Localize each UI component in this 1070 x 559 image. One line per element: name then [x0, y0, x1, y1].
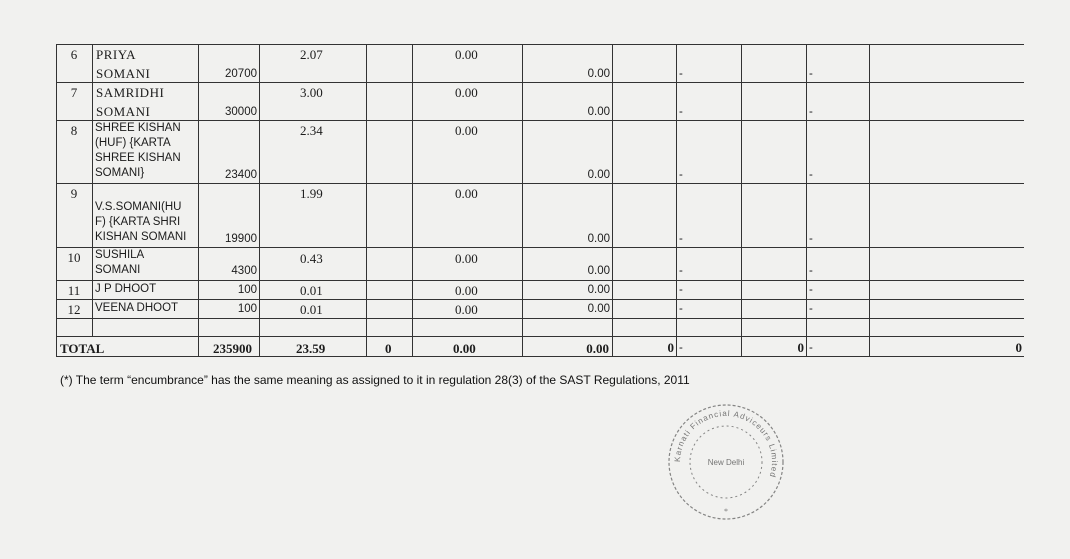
dash-cell: -: [679, 342, 683, 354]
serial-number: 9: [70, 186, 78, 201]
encumbered-percent: 0.00: [455, 251, 478, 266]
dash-cell: -: [809, 284, 813, 296]
value-cell: 0.00: [587, 233, 610, 245]
svg-text:Karnati Financial Adviceurs Li: Karnati Financial Adviceurs Limited: [672, 408, 780, 479]
column-divider: [869, 44, 870, 356]
encumbered-percent: 0.00: [455, 283, 478, 298]
company-seal-stamp: [664, 402, 788, 522]
shareholder-name: SOMANI: [96, 104, 151, 119]
dash-cell: -: [679, 106, 683, 118]
total-value: 0: [1015, 340, 1022, 355]
encumbered-percent: 0.00: [455, 302, 478, 317]
value-cell: 0.00: [587, 303, 610, 315]
shareholder-name: (HUF) {KARTA: [95, 137, 171, 149]
shareholder-name: PRIYA: [96, 47, 137, 62]
shareholder-name: VEENA DHOOT: [95, 302, 179, 314]
shareholding-percent: 1.99: [300, 186, 323, 201]
shares-count: 4300: [231, 265, 257, 277]
shareholder-name: SOMANI: [95, 264, 141, 276]
value-cell: 0.00: [587, 68, 610, 80]
shareholder-name: SHREE KISHAN: [95, 152, 181, 164]
encumbered-percent: 0.00: [455, 47, 478, 62]
shareholding-percent: 0.01: [300, 283, 323, 298]
row-divider: [56, 120, 1024, 121]
row-divider: [56, 247, 1024, 248]
row-divider: [56, 82, 1024, 83]
shareholding-percent: 3.00: [300, 85, 323, 100]
column-divider: [806, 44, 807, 356]
total-value: 0: [797, 340, 804, 355]
shares-count: 100: [237, 284, 257, 296]
dash-cell: -: [679, 265, 683, 277]
shareholder-name: SUSHILA: [95, 249, 145, 261]
dash-cell: -: [809, 233, 813, 245]
encumbered-percent: 0.00: [455, 123, 478, 138]
serial-number: 7: [70, 85, 78, 100]
total-value: 0: [667, 340, 674, 355]
column-divider: [412, 44, 413, 356]
dash-cell: -: [679, 68, 683, 80]
row-divider: [56, 336, 1024, 337]
serial-number: 12: [67, 302, 81, 317]
serial-number: 11: [67, 283, 81, 298]
total-value: 0: [385, 341, 392, 356]
shareholder-name: SHREE KISHAN: [95, 122, 181, 134]
shareholder-name: SAMRIDHI: [96, 85, 165, 100]
serial-number: 6: [70, 47, 78, 62]
shares-count: 100: [237, 303, 257, 315]
dash-cell: -: [809, 303, 813, 315]
value-cell: 0.00: [587, 284, 610, 296]
shareholding-percent: 2.07: [300, 47, 323, 62]
footnote: (*) The term “encumbrance” has the same meaning as assigned to it in regulation 28(3) of the SAST Regulations, 2011: [60, 373, 690, 387]
encumbered-percent: 0.00: [455, 85, 478, 100]
shareholder-name: F) {KARTA SHRI: [95, 216, 181, 228]
shares-count: 30000: [225, 106, 257, 118]
shareholder-name: SOMANI}: [95, 167, 145, 179]
serial-number: 8: [70, 123, 78, 138]
dash-cell: -: [679, 284, 683, 296]
shares-count: 19900: [225, 233, 257, 245]
shareholding-percent: 0.43: [300, 251, 323, 266]
dash-cell: -: [809, 68, 813, 80]
shareholding-percent: 0.01: [300, 302, 323, 317]
value-cell: 0.00: [587, 106, 610, 118]
value-cell: 0.00: [587, 169, 610, 181]
total-percent: 23.59: [296, 341, 326, 356]
total-encumbered-percent: 0.00: [453, 341, 476, 356]
shareholder-name: V.S.SOMANI(HU: [95, 201, 182, 213]
column-divider: [259, 44, 260, 356]
row-divider: [56, 299, 1024, 300]
dash-cell: -: [679, 303, 683, 315]
column-divider: [741, 44, 742, 356]
row-divider: [56, 318, 1024, 319]
column-divider: [676, 44, 677, 356]
dash-cell: -: [679, 169, 683, 181]
row-divider: [56, 280, 1024, 281]
row-divider: [56, 183, 1024, 184]
table-border-bottom: [56, 356, 1024, 357]
shares-count: 23400: [225, 169, 257, 181]
encumbered-percent: 0.00: [455, 186, 478, 201]
column-divider: [92, 44, 93, 336]
total-label: TOTAL: [60, 341, 105, 356]
dash-cell: -: [809, 265, 813, 277]
shareholder-name: SOMANI: [96, 66, 151, 81]
shareholder-name: KISHAN SOMANI: [95, 231, 187, 243]
row-divider: [56, 44, 1024, 45]
value-cell: 0.00: [587, 265, 610, 277]
shareholding-percent: 2.34: [300, 123, 323, 138]
total-shares: 235900: [213, 341, 252, 356]
serial-number: 10: [67, 250, 81, 265]
dash-cell: -: [809, 342, 813, 354]
column-divider: [612, 44, 613, 356]
svg-text:New Delhi: New Delhi: [707, 458, 745, 467]
dash-cell: -: [809, 106, 813, 118]
shares-count: 20700: [225, 68, 257, 80]
dash-cell: -: [679, 233, 683, 245]
svg-text:*: *: [724, 507, 728, 516]
dash-cell: -: [809, 169, 813, 181]
column-divider: [366, 44, 367, 356]
shareholder-name: J P DHOOT: [95, 283, 157, 295]
total-value: 0.00: [586, 341, 609, 356]
